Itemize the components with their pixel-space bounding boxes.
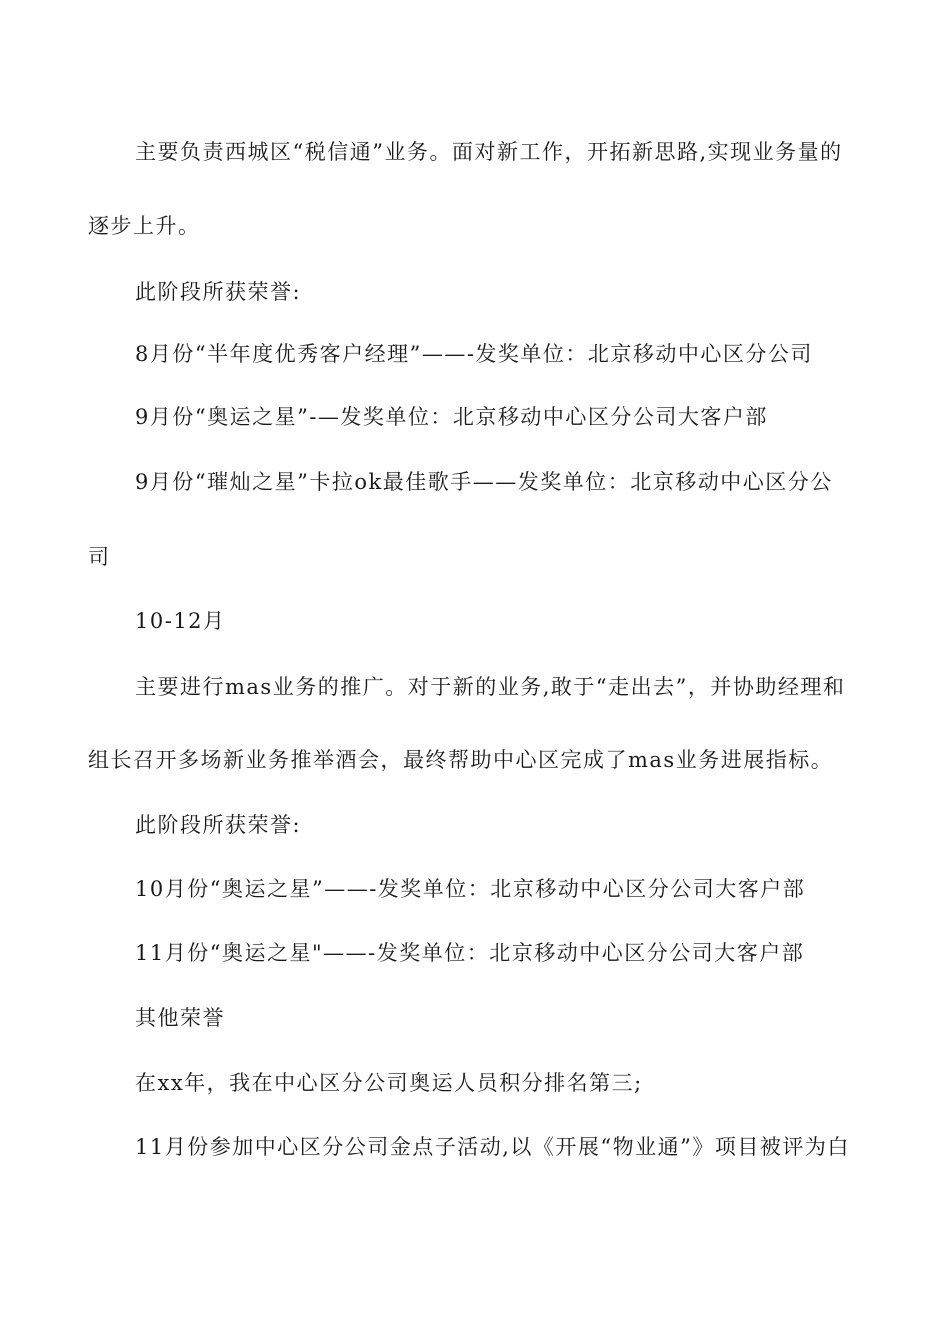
- paragraph-line: 逐步上升。: [88, 214, 201, 238]
- period-heading: 10-12月: [135, 609, 226, 633]
- honor-item: 10月份“奥运之星”——-发奖单位：北京移动中心区分公司大客户部: [135, 877, 806, 901]
- section-heading: 此阶段所获荣誉:: [135, 813, 302, 837]
- honor-item: 在xx年，我在中心区分公司奥运人员积分排名第三;: [135, 1071, 643, 1095]
- honor-item: 11月份“奥运之星"——-发奖单位：北京移动中心区分公司大客户部: [135, 941, 805, 965]
- section-heading: 此阶段所获荣誉:: [135, 280, 302, 304]
- section-heading: 其他荣誉: [135, 1006, 225, 1030]
- paragraph-line: 司: [88, 545, 111, 569]
- honor-item: 9月份“奥运之星”-—发奖单位：北京移动中心区分公司大客户部: [135, 405, 768, 429]
- honor-item: 8月份“半年度优秀客户经理”——-发奖单位：北京移动中心区分公司: [135, 342, 813, 366]
- honor-item: 9月份“璀灿之星”卡拉ok最佳歌手——发奖单位：北京移动中心区分公: [135, 470, 833, 494]
- honor-item: 11月份参加中心区分公司金点子活动,以《开展“物业通”》项目被评为白: [135, 1135, 850, 1159]
- paragraph-line: 主要负责西城区“税信通”业务。面对新工作，开拓新思路,实现业务量的: [135, 140, 843, 164]
- paragraph-line: 组长召开多场新业务推举酒会，最终帮助中心区完成了mas业务进展指标。: [88, 748, 834, 772]
- paragraph-line: 主要进行mas业务的推广。对于新的业务,敢于“走出去”，并协助经理和: [135, 675, 846, 699]
